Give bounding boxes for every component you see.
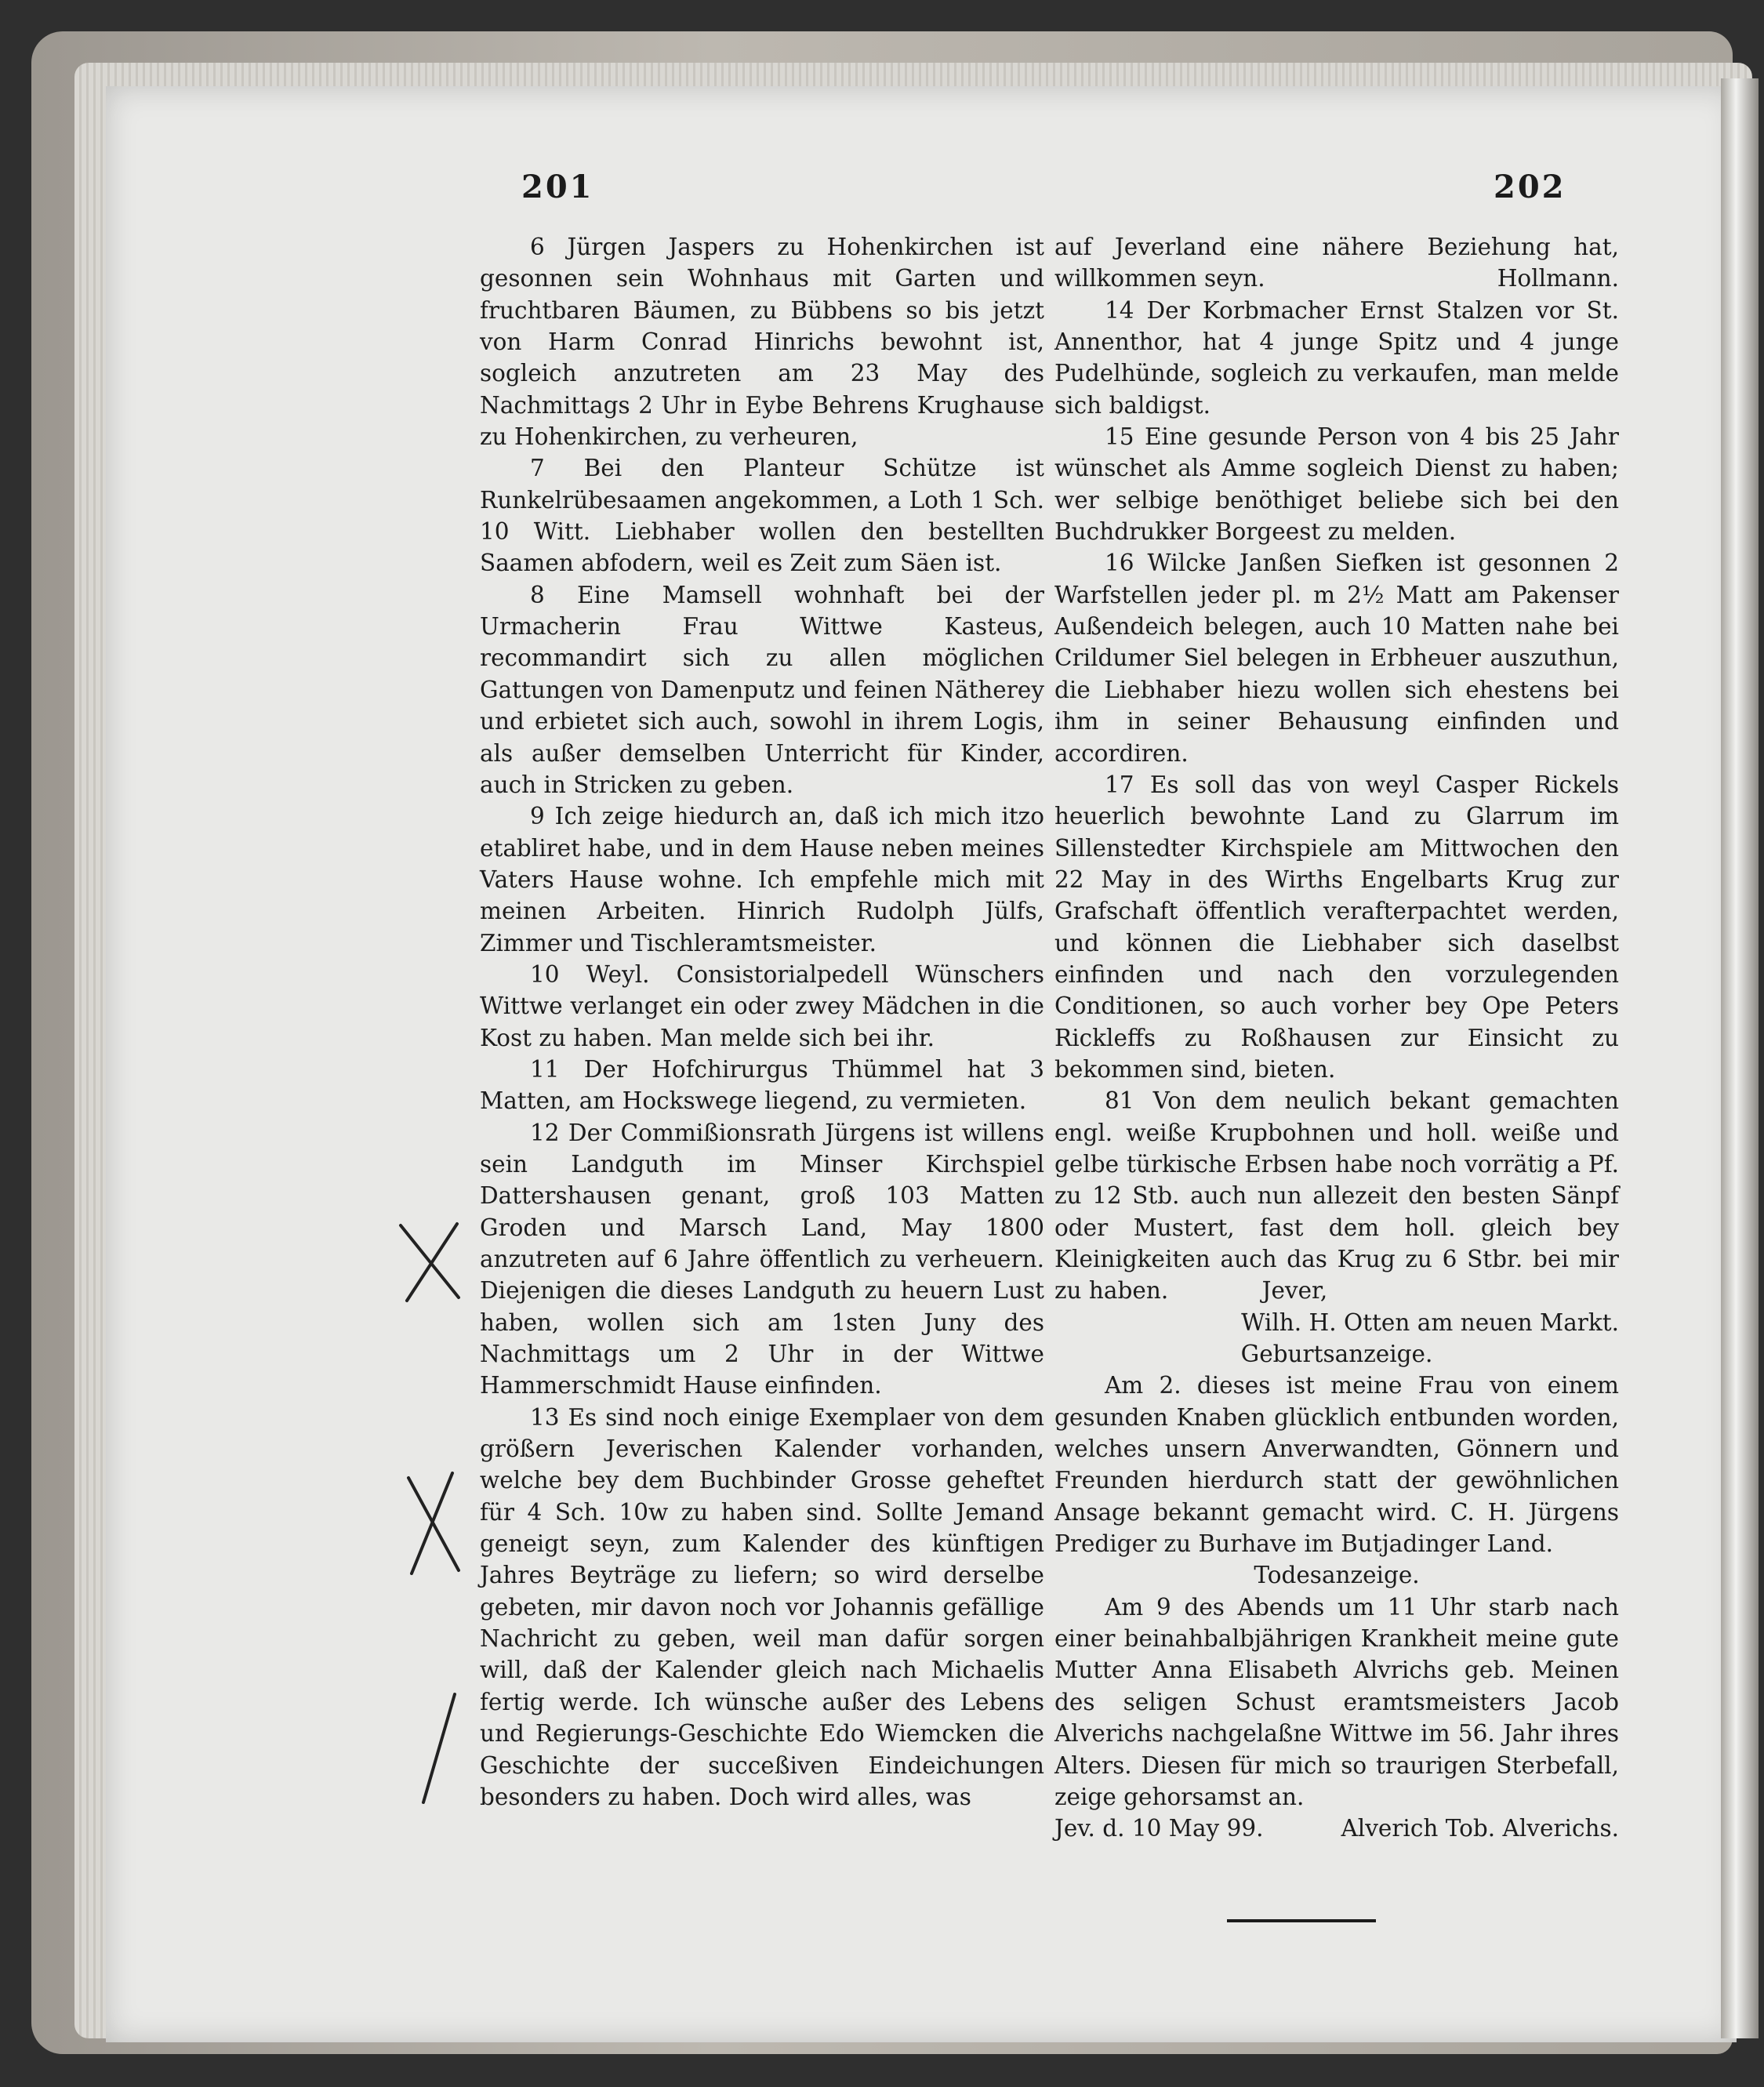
right-column: [1054, 231, 1619, 1845]
ad-81-place: Jever,: [1261, 1277, 1328, 1305]
continuation-text: auf Jeverland eine nähere Beziehung hat, willkommen seyn.: [1054, 234, 1619, 292]
death-heading: Todesanzeige.: [1254, 1562, 1420, 1589]
handwritten-cross-mark: [396, 1219, 466, 1305]
handwritten-slash-mark: [416, 1690, 463, 1807]
ad-9: 9 Ich zeige hiedurch an, daß ich mich itzo etabliret habe, und in dem Hause neben meines Vaters Hause wohne. Ich empfehle mich mit meinen Arbeiten. Hinrich Rudolph Jülfs, Zimmer und Tischleramtsmeister.: [480, 803, 1044, 956]
page-number-left: 201: [521, 169, 594, 205]
death-notice-signature: [1054, 1813, 1619, 1844]
birth-heading: Geburtsanzeige.: [1240, 1341, 1433, 1368]
ad-11: 11 Der Hofchirurgus Thümmel hat 3 Matten, am Hockswege liegend, zu vermieten.: [480, 1055, 1044, 1115]
ad-8: 8 Eine Mamsell wohnhaft bei der Urmacherin Frau Wittwe Kasteus, recommandirt sich zu allen möglichen Gattungen von Damenputz und feinen Nätherey und erbietet sich auch, sowohl in ihrem Logis, als außer demselben Unterricht für Kinder, auch in Stricken zu geben.: [480, 581, 1044, 798]
ad-15: 15 Eine gesunde Person von 4 bis 25 Jahr wünschet als Amme sogleich Dienst zu haben; wer selbige benöthiget beliebe sich bei den Buchdrukker Borgeest zu melden.: [1054, 423, 1619, 546]
ad-17: 17 Es soll das von weyl Casper Rickels heuerlich bewohnte Land zu Glarrum im Sillenstedter Kirchspiele am Mittwochen den 22 May in des Wirths Engelbarts Krug zur Grafschaft öffentlich verafterpachtet werden, und können die Liebhaber sich daselbst einfinden und nach den vorzulegenden Conditionen, so auch vorher bey Ope Peters Rickleffs zu Roßhausen zur Einsicht zu bekommen sind, bieten.: [1054, 771, 1619, 1083]
death-notice: Am 9 des Abends um 11 Uhr starb nach einer beinahbalbjährigen Krankheit meine gute Mutter Anna Elisabeth Alvrichs geb. Meinen des seligen Schust eramtsmeisters Jacob Alverichs nachgelaßne Wittwe im 56. Jahr ihres Alters. Diesen für mich so traurigen Sterbefall, zeige gehorsamst an.: [1054, 1593, 1619, 1810]
continuation-signature: Hollmann.: [1497, 265, 1619, 292]
left-column: [480, 231, 1044, 1813]
ad-16: 16 Wilcke Janßen Siefken ist gesonnen 2 Warfstellen jeder pl. m 2½ Matt am Pakenser Außendeich belegen, auch 10 Matten nahe bei Crildumer Siel belegen in Erbheuer auszuthun, die Liebhaber hiezu wollen sich ehestens bei ihm in seiner Behausung einfinden und accordiren.: [1054, 550, 1619, 767]
ad-6: 6 Jürgen Jaspers zu Hohenkirchen ist gesonnen sein Wohnhaus mit Garten und fruchtbaren Bäumen, zu Bübbens so bis jetzt von Harm Conrad Hinrichs bewohnt ist, sogleich anzutreten am 23 May des Nachmittags 2 Uhr in Eybe Behrens Krughause zu Hohenkirchen, zu verheuren,: [480, 234, 1044, 451]
ad-81-text: 81 Von dem neulich bekant gemachten engl. weiße Krupbohnen und holl. weiße und gelbe türkische Erbsen habe noch vorrätig a Pf. zu 12 Stb. auch nun allezeit den besten Sänpf oder Mustert, fast dem holl. gleich bey Kleinigkeiten auch das Krug zu 6 Stbr. bei mir zu haben.: [1054, 1087, 1619, 1305]
ad-13-continuation: [1054, 231, 1619, 295]
death-place-date: Jev. d. 10 May 99.: [1054, 1815, 1264, 1842]
handwritten-cross-mark: [404, 1470, 466, 1580]
facing-page-edge: [1721, 78, 1759, 2038]
ad-12: 12 Der Commißionsrath Jürgens ist willens sein Landguth im Minser Kirchspiel Dattershausen genant, groß 103 Matten Groden und Marsch Land, May 1800 anzutreten auf 6 Jahre öffentlich zu verheuern. Diejenigen die dieses Landguth zu heuern Lust haben, wollen sich am 1sten Juny des Nachmittags um 2 Uhr in der Wittwe Hammerschmidt Hause einfinden.: [480, 1119, 1044, 1399]
ad-14: 14 Der Korbmacher Ernst Stalzen vor St. Annenthor, hat 4 junge Spitz und 4 junge Pudelhünde, sogleich zu verkaufen, man melde sich baldigst.: [1054, 296, 1619, 419]
ad-7: 7 Bei den Planteur Schütze ist Runkelrübesaamen angekommen, a Loth 1 Sch. 10 Witt. Liebhaber wollen den bestellten Saamen abfodern, weil es Zeit zum Säen ist.: [480, 455, 1044, 577]
closing-rule: [1227, 1919, 1376, 1922]
ad-13: 13 Es sind noch einige Exemplaer von dem größern Jeverischen Kalender vorhanden, welche bey dem Buchbinder Grosse geheftet für 4 Sch. 10w zu haben sind. Sollte Jemand geneigt seyn, zum Kalender des künftigen Jahres Beyträge zu liefern; so wird derselbe gebeten, mir davon noch vor Johannis gefällige Nachricht zu geben, weil man dafür sorgen will, daß der Kalender gleich nach Michaelis fertig werde. Ich wünsche außer des Lebens und Regierungs-Geschichte Edo Wiemcken die Geschichte der succeßiven Eindeichungen besonders zu haben. Doch wird alles, was: [480, 1403, 1044, 1810]
ad-81: [1054, 1085, 1619, 1306]
ad-10: 10 Weyl. Consistorialpedell Wünschers Wittwe verlanget ein oder zwey Mädchen in die Kost zu haben. Man melde sich bei ihr.: [480, 960, 1044, 1051]
page-number-right: 202: [1494, 169, 1566, 205]
birth-notice: Am 2. dieses ist meine Frau von einem gesunden Knaben glücklich entbunden worden, welches unsern Anverwandten, Gönnern und Freunden hierdurch statt der gewöhnlichen Ansage bekannt gemacht wird. C. H. Jürgens Prediger zu Burhave im Butjadinger Land.: [1054, 1372, 1619, 1558]
death-signature-name: Alverich Tob. Alverichs.: [1341, 1815, 1619, 1842]
ad-81-signature: Wilh. H. Otten am neuen Markt.: [1241, 1308, 1619, 1336]
